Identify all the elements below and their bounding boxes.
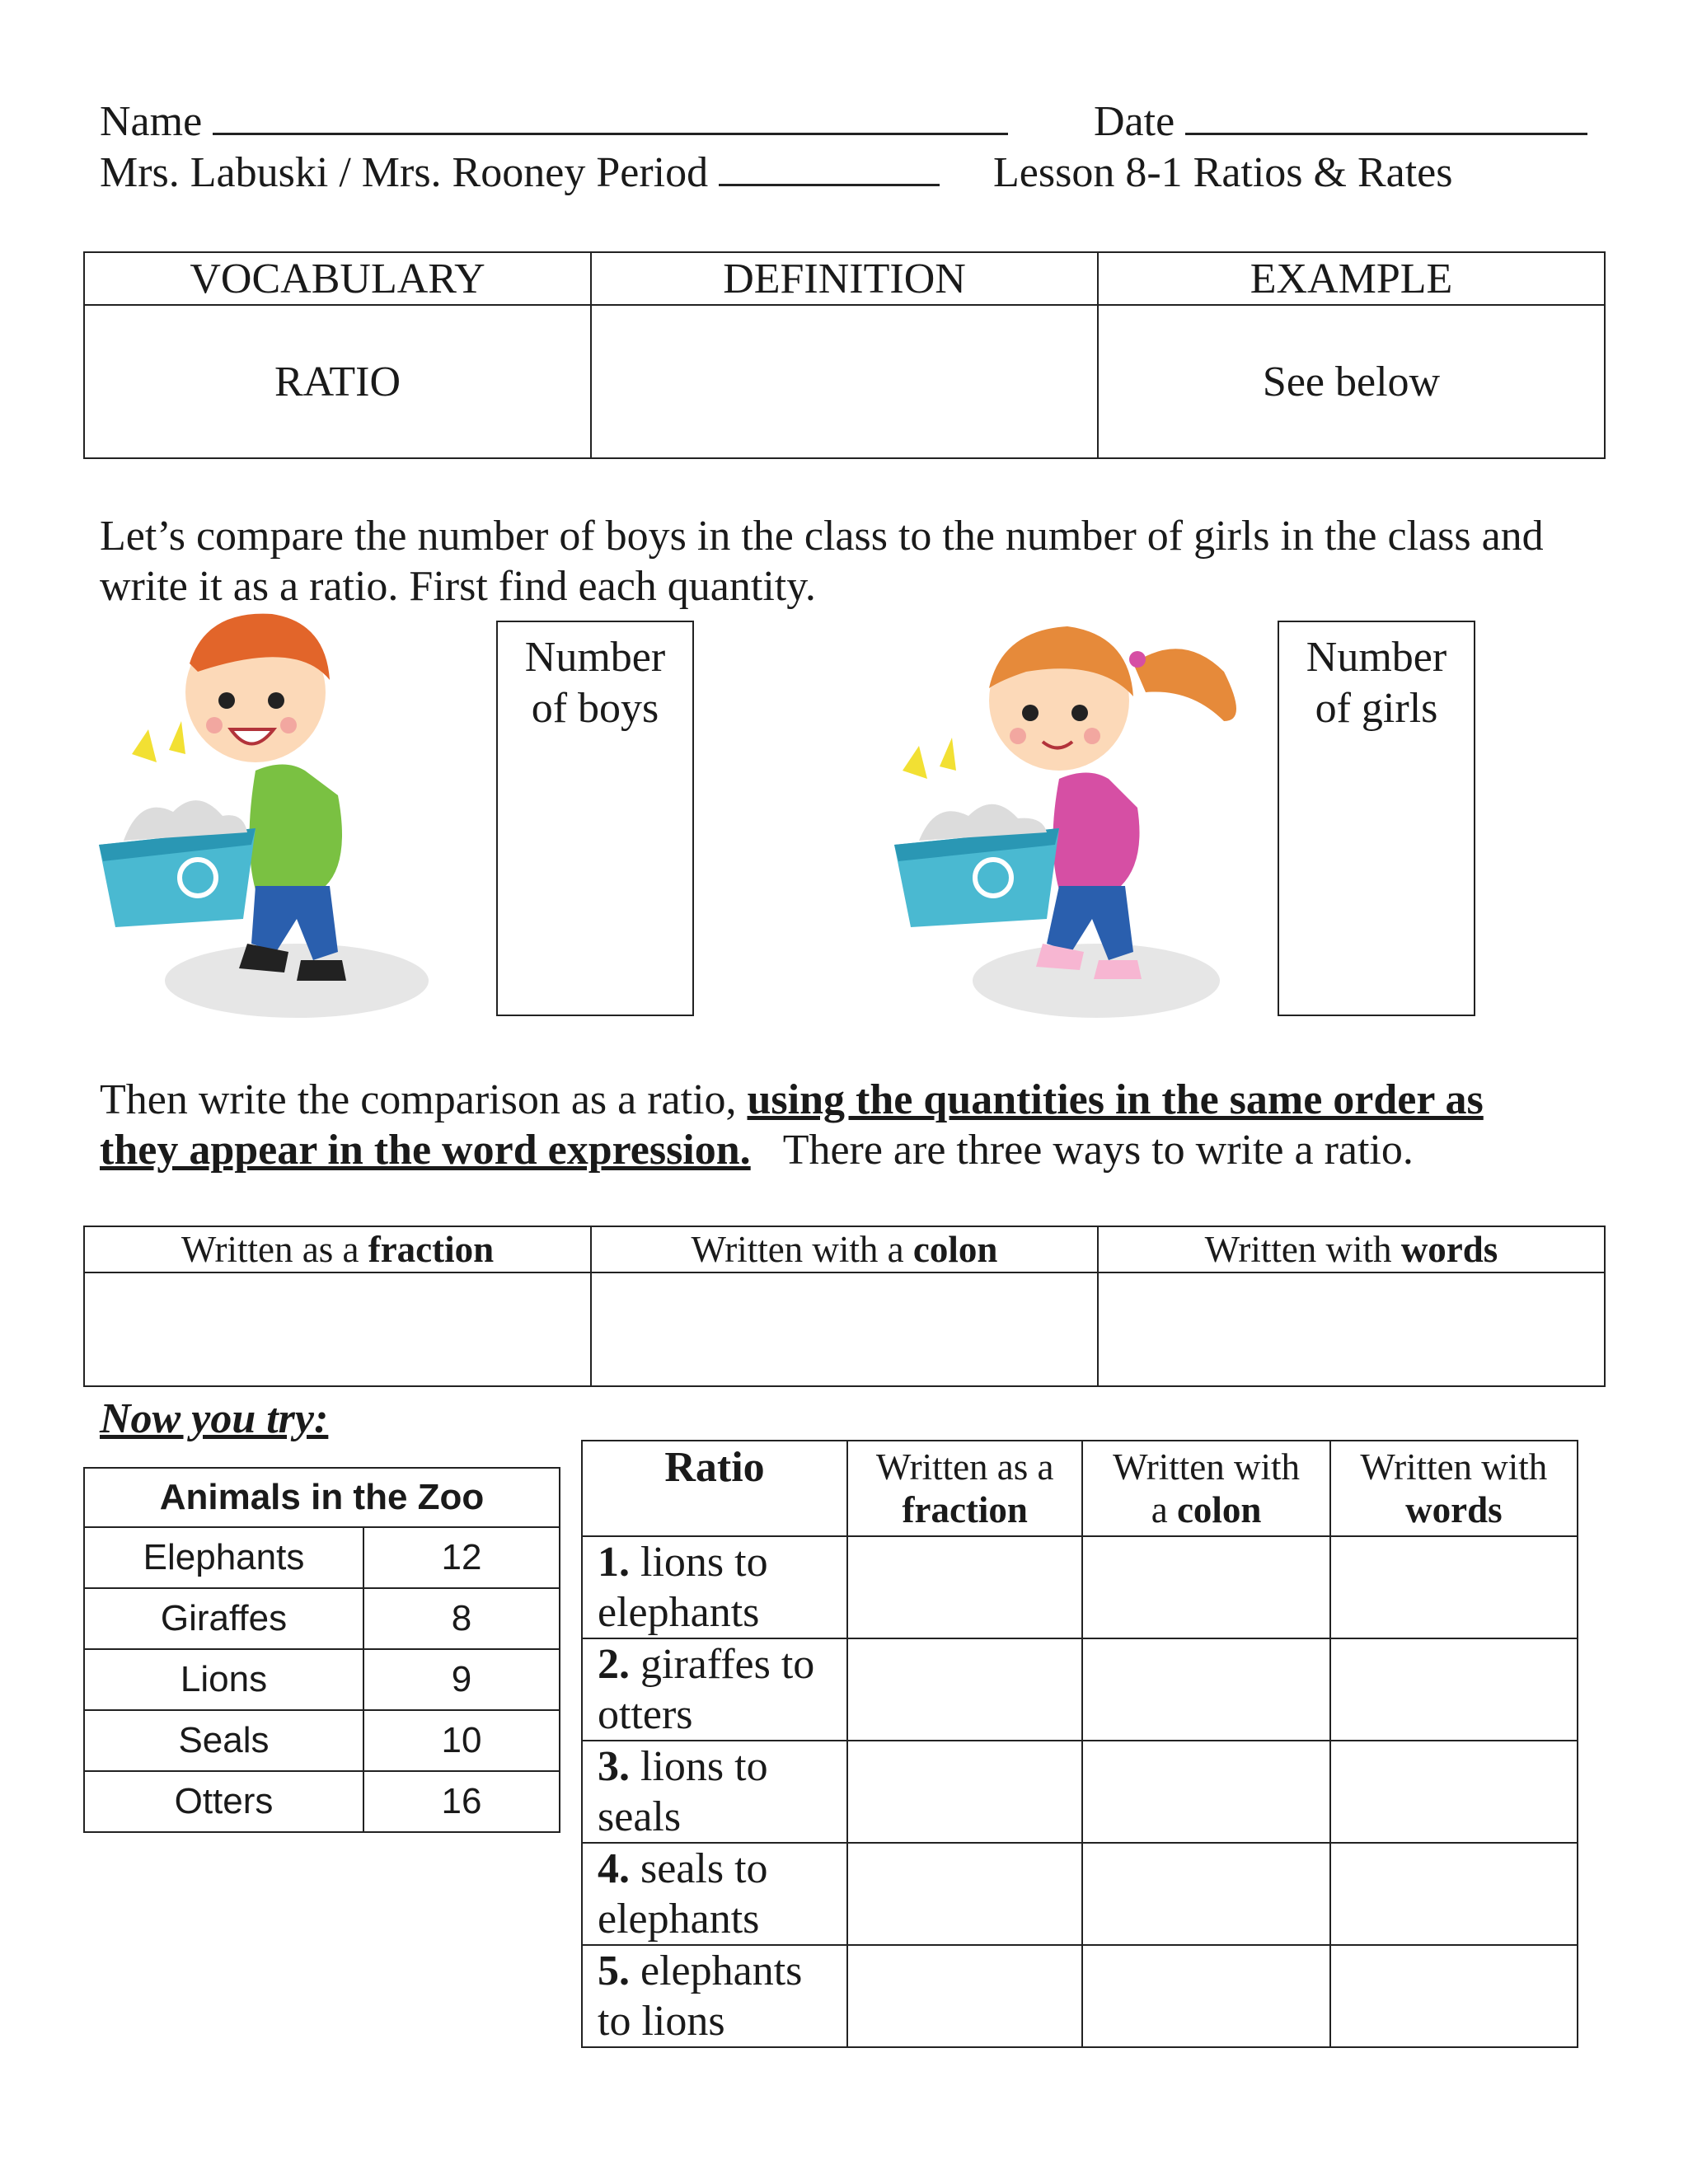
comparison-bold-2: they appear in the word expression. bbox=[100, 1127, 751, 1174]
animal-count: 16 bbox=[363, 1771, 560, 1832]
definition-header: DEFINITION bbox=[591, 252, 1098, 305]
date-field[interactable] bbox=[1094, 97, 1587, 146]
words-answer-cell[interactable] bbox=[1330, 1536, 1578, 1638]
name-field[interactable] bbox=[100, 97, 1008, 146]
fraction-answer-cell[interactable] bbox=[847, 1843, 1082, 1945]
colon-answer-cell[interactable] bbox=[1082, 1638, 1329, 1741]
colon-answer-cell[interactable] bbox=[1082, 1741, 1329, 1843]
fraction-col-header: Written as a fraction bbox=[847, 1441, 1082, 1536]
colon-answer-cell[interactable] bbox=[591, 1272, 1098, 1386]
colon-answer-cell[interactable] bbox=[1082, 1945, 1329, 2047]
example-header: EXAMPLE bbox=[1098, 252, 1605, 305]
boys-box-label-2: of boys bbox=[531, 685, 659, 732]
words-answer-cell[interactable] bbox=[1330, 1843, 1578, 1945]
fraction-answer-cell[interactable] bbox=[847, 1741, 1082, 1843]
vocabulary-table bbox=[83, 251, 1606, 459]
animal-count: 10 bbox=[363, 1710, 560, 1771]
name-label: Name bbox=[100, 98, 203, 145]
ratio-header: Ratio bbox=[582, 1441, 847, 1536]
zoo-table bbox=[83, 1467, 560, 1833]
intro-line-1: Let’s compare the number of boys in the class to the number of girls in the class and bbox=[100, 513, 1544, 560]
intro-paragraph bbox=[100, 511, 1544, 612]
comparison-pre: Then write the comparison as a ratio, bbox=[100, 1076, 737, 1123]
ratio-question: 1. lions to elephants bbox=[582, 1536, 847, 1638]
colon-header: Written with a colon bbox=[591, 1226, 1098, 1272]
fraction-answer-cell[interactable] bbox=[847, 1638, 1082, 1741]
animal-name: Otters bbox=[84, 1771, 363, 1832]
definition-cell[interactable] bbox=[591, 305, 1098, 458]
animal-name: Giraffes bbox=[84, 1588, 363, 1649]
colon-col-header: Written with a colon bbox=[1082, 1441, 1329, 1536]
fraction-answer-cell[interactable] bbox=[84, 1272, 591, 1386]
intro-line-2: write it as a ratio. First find each quantity. bbox=[100, 563, 816, 610]
colon-answer-cell[interactable] bbox=[1082, 1843, 1329, 1945]
now-you-try-heading: Now you try: bbox=[100, 1395, 329, 1442]
table-row bbox=[84, 1710, 560, 1771]
ratio-practice-table bbox=[581, 1440, 1578, 2048]
animal-count: 9 bbox=[363, 1649, 560, 1710]
table-row bbox=[84, 1649, 560, 1710]
table-row bbox=[582, 1536, 1578, 1638]
comparison-bold-1: using the quantities in the same order as bbox=[747, 1076, 1484, 1123]
date-line bbox=[1185, 133, 1587, 135]
animal-count: 12 bbox=[363, 1527, 560, 1588]
ratio-question: 2. giraffes to otters bbox=[582, 1638, 847, 1741]
table-row bbox=[582, 1843, 1578, 1945]
fraction-answer-cell[interactable] bbox=[847, 1536, 1082, 1638]
ratio-question: 3. lions to seals bbox=[582, 1741, 847, 1843]
table-row bbox=[84, 1527, 560, 1588]
boys-box-label-1: Number bbox=[524, 634, 666, 681]
date-label: Date bbox=[1094, 98, 1175, 145]
table-row bbox=[84, 1588, 560, 1649]
animal-name: Seals bbox=[84, 1710, 363, 1771]
animal-name: Lions bbox=[84, 1649, 363, 1710]
fraction-header: Written as a fraction bbox=[84, 1226, 591, 1272]
fraction-answer-cell[interactable] bbox=[847, 1945, 1082, 2047]
table-row bbox=[582, 1638, 1578, 1741]
comparison-post: There are three ways to write a ratio. bbox=[782, 1127, 1414, 1174]
colon-answer-cell[interactable] bbox=[1082, 1536, 1329, 1638]
words-answer-cell[interactable] bbox=[1330, 1638, 1578, 1741]
comparison-paragraph bbox=[100, 1075, 1484, 1175]
table-row bbox=[582, 1741, 1578, 1843]
ratio-question: 4. seals to elephants bbox=[582, 1843, 847, 1945]
girls-box-label-1: Number bbox=[1306, 634, 1447, 681]
ratio-ways-table bbox=[83, 1226, 1606, 1387]
number-of-boys-box[interactable] bbox=[496, 621, 694, 1016]
animal-count: 8 bbox=[363, 1588, 560, 1649]
girl-illustration bbox=[886, 614, 1265, 1026]
name-line bbox=[213, 133, 1008, 135]
lesson-title: Lesson 8-1 Ratios & Rates bbox=[993, 149, 1453, 196]
zoo-table-title: Animals in the Zoo bbox=[84, 1468, 560, 1527]
table-row bbox=[582, 1945, 1578, 2047]
period-field[interactable] bbox=[100, 148, 940, 197]
words-answer-cell[interactable] bbox=[1330, 1945, 1578, 2047]
table-row bbox=[84, 1771, 560, 1832]
animal-name: Elephants bbox=[84, 1527, 363, 1588]
words-answer-cell[interactable] bbox=[1098, 1272, 1605, 1386]
boy-illustration bbox=[91, 606, 437, 1026]
vocab-header: VOCABULARY bbox=[84, 252, 591, 305]
girls-box-label-2: of girls bbox=[1315, 685, 1438, 732]
vocab-term: RATIO bbox=[84, 305, 591, 458]
example-cell: See below bbox=[1098, 305, 1605, 458]
words-col-header: Written with words bbox=[1330, 1441, 1578, 1536]
period-line bbox=[719, 184, 940, 186]
teachers-period-label: Mrs. Labuski / Mrs. Rooney Period bbox=[100, 149, 709, 196]
words-header: Written with words bbox=[1098, 1226, 1605, 1272]
number-of-girls-box[interactable] bbox=[1278, 621, 1475, 1016]
ratio-question: 5. elephants to lions bbox=[582, 1945, 847, 2047]
words-answer-cell[interactable] bbox=[1330, 1741, 1578, 1843]
